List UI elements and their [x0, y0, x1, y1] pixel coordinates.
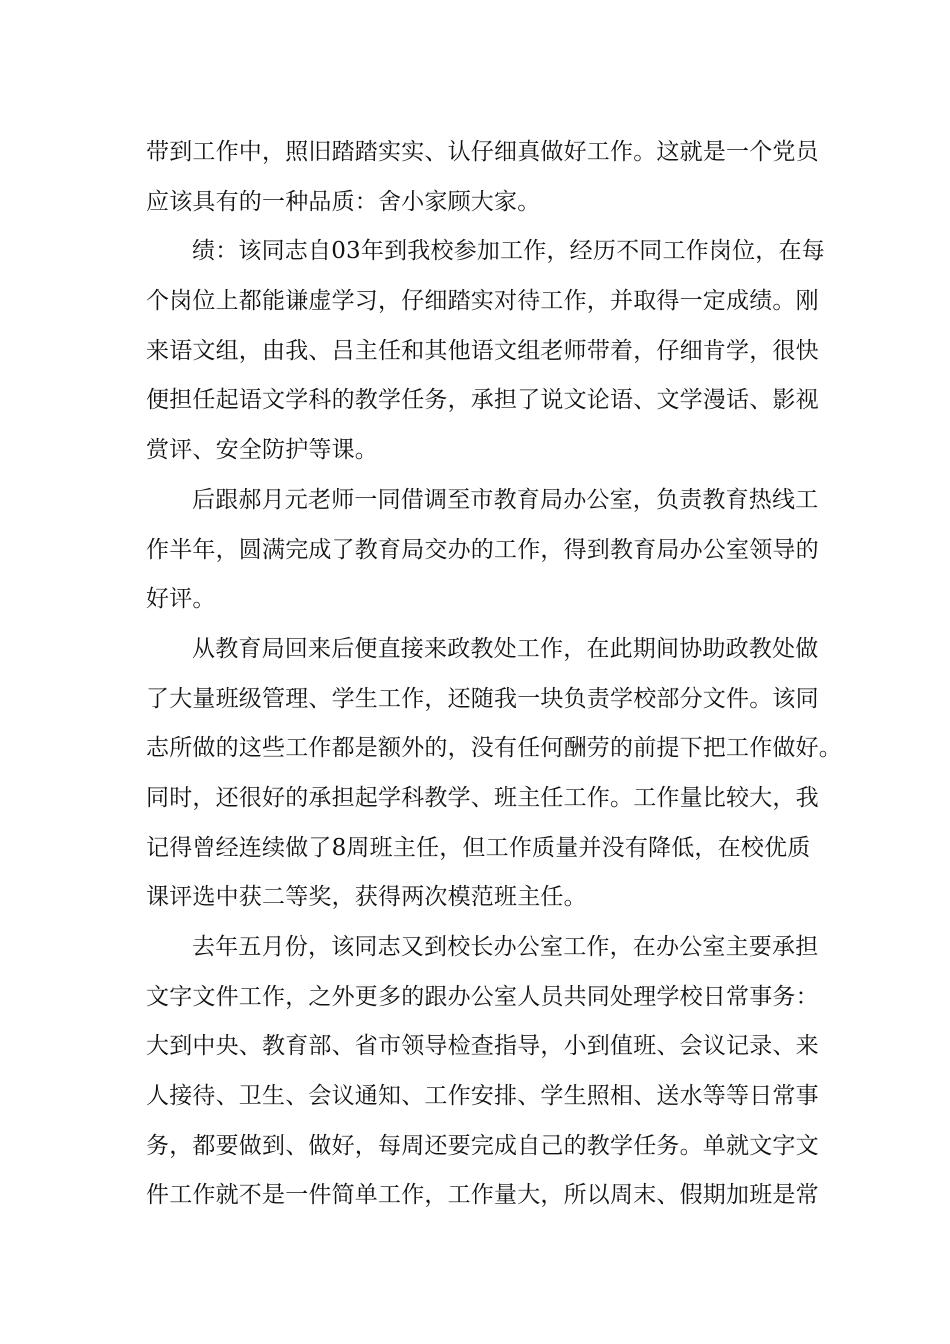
text-line: 记得曾经连续做了8周班主任，但工作质量并没有降低，在校优质 — [146, 834, 811, 861]
text-line: 好评。 — [146, 586, 216, 613]
text-line: 人接待、卫生、会议通知、工作安排、学生照相、送水等等日常事 — [146, 1083, 819, 1110]
text-line: 带到工作中，照旧踏踏实实、认仔细真做好工作。这就是一个党员 — [146, 139, 819, 165]
text-line: 应该具有的一种品质：舍小家顾大家。 — [146, 188, 541, 215]
paragraph-start-line: 绩：该同志自03年到我校参加工作，经历不同工作岗位，在每 — [192, 238, 825, 265]
text-line: 赏评、安全防护等课。 — [146, 437, 378, 464]
text-line: 件工作就不是一件简单工作，工作量大，所以周末、假期加班是常 — [146, 1182, 819, 1209]
document-body — [146, 128, 842, 1221]
paragraph-start-line: 后跟郝月元老师一同借调至市教育局办公室，负责教育热线工 — [192, 486, 819, 513]
text-line: 务，都要做到、做好，每周还要完成自己的教学任务。单就文字文 — [146, 1132, 819, 1159]
text-line: 来语文组，由我、吕主任和其他语文组老师带着，仔细肯学，很快 — [146, 337, 819, 364]
text-line: 便担任起语文学科的教学任务，承担了说文论语、文学漫话、影视 — [146, 387, 819, 414]
text-line: 大到中央、教育部、省市领导检查指导，小到值班、会议记录、来 — [146, 1033, 819, 1060]
text-line: 个岗位上都能谦虚学习，仔细踏实对待工作，并取得一定成绩。刚 — [146, 288, 819, 315]
text-line: 同时，还很好的承担起学科教学、班主任工作。工作量比较大，我 — [146, 784, 819, 811]
text-line: 志所做的这些工作都是额外的，没有任何酬劳的前提下把工作做好。 — [146, 735, 842, 762]
text-line: 课评选中获二等奖，获得两次模范班主任。 — [146, 884, 587, 911]
paragraph-start-line: 去年五月份，该同志又到校长办公室工作，在办公室主要承担 — [192, 934, 819, 960]
text-line: 了大量班级管理、学生工作，还随我一块负责学校部分文件。该同 — [146, 685, 819, 712]
text-line: 作半年，圆满完成了教育局交办的工作，得到教育局办公室领导的 — [146, 536, 819, 563]
paragraph-start-line: 从教育局回来后便直接来政教处工作，在此期间协助政教处做 — [192, 635, 819, 662]
text-line: 文字文件工作，之外更多的跟办公室人员共同处理学校日常事务： — [146, 983, 819, 1010]
